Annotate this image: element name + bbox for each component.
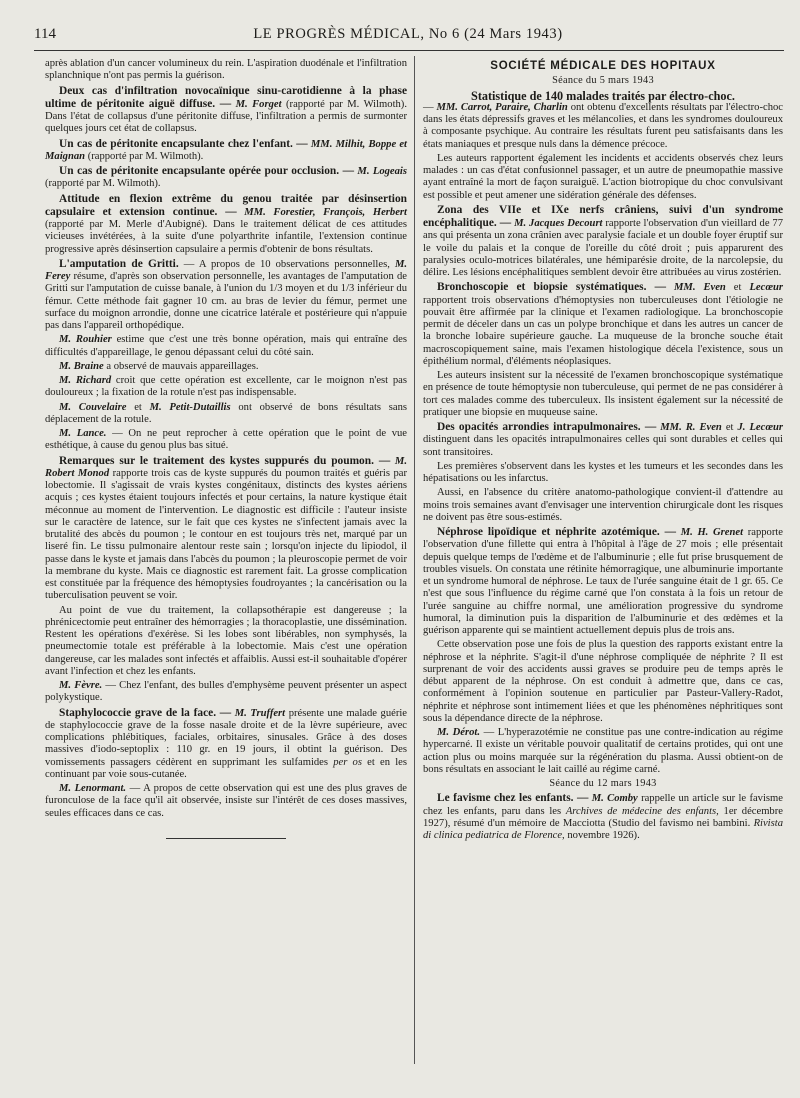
session-date: Séance du 12 mars 1943	[549, 778, 657, 789]
paragraph: Au point de vue du traitement, la collapsothérapie est dangereuse ; la phrénicectomie peut entraîner des hémorragies ; la thoracoplastie, une dissémination. Restent les opérations d'exérèse. Si les lobes sont libérables, non symphysés, la pneumectomie totale est préférable à la lobectomie. Mais c'est une opération dangereuse, car les malades sont infectés et affaiblis. Aussi est-il souhaitable d'opérer avant l'infection et chez les enfants.	[45, 604, 407, 677]
article-logeais: Un cas de péritonite encapsulante opérée pour occlusion. — M. Logeais (rapporté par M. Wilmoth).	[45, 165, 407, 190]
left-column	[45, 58, 407, 839]
end-rule	[166, 838, 286, 839]
article-bronchoscopie: Bronchoscopie et biopsie systématiques. — MM. Even et Lecœur rapportent trois observations d'hémoptysies non tuberculeuses dont l'étiologie ne pouvait être affirmée par la clinique et l'examen radiologique. La bronchoscopie permit de déceler dans un cas un polype bronchique et dans les autres un cancer de la bronche lobaire supérieure gauche. La muqueuse de la bronche souche était macroscopiquement saine, mais l'examen histologique décela l'existence, sous un épithélium normal, d'éléments néoplasiques.	[423, 281, 783, 367]
article-nephrose: Néphrose lipoïdique et néphrite azotémique. — M. H. Grenet rapporte l'observation d'une fillette qui entra à l'hôpital à l'âge de 27 mois ; elle présentait depuis quelque temps de l'œdème et de l'albuminurie ; elle fut prise brusquement de troubles visuels. On constata une rétinite hémorragique, une albuminurie importante et un syndrome humoral de néphrose. Le taux de l'urée sanguine était de 1 gr. 65. Ce n'est que sous l'influence du régime carné que l'on constata à la fois un retour de l'urée sanguine au chiffre normal, une amélioration progressive du syndrome humoral, la diminution puis la disparition de l'albuminurie et des œdèmes et la guérison apparente qui se maintient actuellement depuis plus de trois ans.	[423, 526, 784, 636]
article-favisme: Le favisme chez les enfants. — M. Comby rappelle un article sur le favisme chez les enfants, paru dans les Archives de médecine des enfants, 1er décembre 1927), résumé d'un mémoire de Macciotta (Studio del favismo nei bambini. Rivista di clinica pediatrica de Florence, novembre 1926).	[423, 792, 783, 841]
article-forget: Deux cas d'infiltration novocaïnique sinu-carotidienne à la phase ultime de péritonite aiguë diffuse. — M. Forget (rapporté par M. Wilmoth). Dans l'état de collapsus d'une péritonite diffuse, l'infiltration a permis de surmonter quelques jours cet état de collapsus.	[45, 84, 407, 135]
article-zona: Zona des VIIe et IXe nerfs crâniens, suivi d'un syndrome encéphalitique. — M. Jacques Decourt rapporte l'observation d'un vieillard de 77 ans qui présenta un zona crânien avec paralysie faciale et un double foyer éruptif sur le voile du palais et la conque de l'oreille du côté droit ; puis apparurent des paralysies oculo-motrices bilatérales, une hémiparésie droite, de la narcolepsie, du délire. Les lésions encéphalitiques semblent devoir être attribuées au virus zostérien.	[423, 203, 784, 278]
discussion-rouhier: M. Rouhier estime que c'est une très bonne opération, mais qui entraîne des difficultés d'appareillage, le genou dépassant celui du côté sain.	[45, 334, 407, 358]
paragraph: Les auteurs rapportent également les incidents et accidents observés chez leurs malades : un cas d'état confusionnel passager, et un autre de pneumopathie massive ayant entraîné la mort de façon suraiguë. L'action biotropique du choc convulsivant est possible et peut amener une sidération générale des défenses.	[423, 152, 783, 201]
article-opacites: Des opacités arrondies intrapulmonaires. — MM. R. Even et J. Lecœur distinguent dans les opacités intrapulmonaires celles qui sont durables et celles qui sont transitoires.	[423, 421, 783, 458]
article-electrochoc: — MM. Carrot, Paraire, Charlin ont obtenu d'excellents résultats par l'électro-choc dans les états dépressifs graves et les mélancolies, et dans les syndromes douloureux à composante psychique. Au contraire les résultats furent peu satisfaisants dans les états maniaques et presque nuls dans la démence précoce.	[423, 101, 783, 150]
paragraph: Les premières s'observent dans les kystes et les tumeurs et les secondes dans les hépatisations ou les infarctus.	[423, 460, 783, 484]
article-truffert: Staphylococcie grave de la face. — M. Truffert présente une malade guérie de staphylococcie grave de la fosse nasale droite et de la lèvre supérieure, avec complications phlébitiques, faciales, orbitaires, sinusales. Grâce à des doses massives d'iodo-septoplix : 110 gr. en 19 jours, il obtint la guérison. Des vomissements passagers cédèrent en supprimant les sulfamides per os et en les continuant par voie sous-cutanée.	[45, 706, 408, 780]
column-separator	[414, 56, 415, 1064]
section-title: SOCIÉTÉ MÉDICALE DES HOPITAUX	[490, 60, 716, 72]
discussion-braine: M. Braine a observé de mauvais appareillages.	[59, 360, 259, 372]
article-forestier: Attitude en flexion extrême du genou traitée par désinsertion capsulaire et extension continue. — MM. Forestier, François, Herbert (rapporté par M. Merle d'Aubigné). Dans le traitement délicat de ces attitudes vicieuses invétérées, à la suite d'une polyarthrite infantile, l'extension continue progressive après désinsertion capsulaire a permis d'obtenir de bons résultats.	[45, 192, 407, 255]
paragraph: Aussi, en l'absence du critère anatomo-pathologique convient-il d'attendre au moins trois semaines avant d'envisager une intervention chirurgicale dont les risques ne doivent pas être sous-estimés.	[423, 487, 783, 523]
discussion-couvelaire: M. Couvelaire et M. Petit-Dutaillis ont observé de bons résultats sans déplacement de la rotule.	[45, 401, 408, 425]
page-number: 114	[34, 26, 56, 42]
article-monod: Remarques sur le traitement des kystes suppurés du poumon. — M. Robert Monod rapporte trois cas de kyste suppurés du poumon traités et guéris par lobectomie. Il s'agissait de vrais kystes congénitaux, distincts des kystes aériens acquis ; ces kystes étaient toujours infectés et pour certains, la nature kystique était méconnue au moment de l'intervention. Le diagnostic est difficile : l'auteur insiste sur le caractère de latence, sur le fait que ces kystes ne s'infectent jamais avec la brutalité des abcès du poumon ; le contour en est toujours très net, marqué par un liseré fin. Le tissu pulmonaire alentour reste sain ; lorsqu'on injecte du lipiodol, il passe dans le kyste et jamais dans l'abcès du poumon ; la pleuroscopie permet de voir la membrane du kyste. Mais ce diagnostic est rarement fait. La grosse complication est constituée par la fréquence des hémoptysies foudroyantes ; la cancérisation ou la tuberculisation peuvent se voir.	[45, 454, 407, 602]
paragraph: Cette observation pose une fois de plus la question des rapports existant entre la néphrose et la néphrite. S'agit-il d'une néphrose compliquée de néphrite ? Il est surprenant de voir des accidents aussi graves se produire peu de temps après le début apparent de la néphrose. On est conduit à admettre que, dans ce cas, conformément à l'opinion soutenue en particulier par Pasteur-Vallery-Radot, néphrite et néphrose sont intimement liées et que les phénomènes néphritiques sont sous la dépendance directe de la néphrose.	[423, 639, 783, 724]
right-column	[423, 58, 783, 844]
page-header	[34, 26, 782, 48]
article-milhit: Un cas de péritonite encapsulante chez l'enfant. — MM. Milhit, Boppe et Maignan (rapporté par M. Wilmoth).	[45, 137, 407, 162]
journal-title: LE PROGRÈS MÉDICAL, No 6 (24 Mars 1943)	[253, 26, 563, 42]
session-date: Séance du 5 mars 1943	[552, 75, 654, 87]
article-title: Statistique de 140 malades traités par électro-choc.	[471, 88, 735, 103]
paragraph: après ablation d'un cancer volumineux du rein. L'aspiration duodénale et l'infiltration splanchnique n'ont pas permis la guérison.	[45, 58, 407, 82]
discussion-lenormant: M. Lenormant. — A propos de cette observation qui est une des plus graves de furonculose de la face qu'il ait observée, insiste sur l'intérêt de ces doses massives, seules efficaces dans ce cas.	[45, 783, 407, 819]
paragraph: Les auteurs insistent sur la nécessité de l'examen bronchoscopique systématique en présence de toute hémoptysie non tuberculeuse, qui permet de ne pas considérer à tort ces malades comme des tuberculeux. Ils insistent également sur la nécessité de pratiquer une biopsie en muqueuse saine.	[423, 370, 783, 418]
discussion-richard: M. Richard croit que cette opération est excellente, car le moignon n'est pas douloureux ; la fixation de la rotule n'est pas indispensable.	[45, 375, 407, 399]
discussion-fevre: M. Fèvre. — Chez l'enfant, des bulles d'emphysème peuvent présenter un aspect polykystique.	[45, 680, 407, 704]
discussion-derot: M. Dérot. — L'hyperazotémie ne constitue pas une contre-indication au régime hypercarné. Il existe un véritable pouvoir qualitatif de certains protides, qui ont une action plus ou moins marquée sur la régénération du plasma. Aussi obtient-on de bons résultats en associant le lait caillé au régime carné.	[423, 727, 783, 775]
article-gritti: L'amputation de Gritti. — A propos de 10 observations personnelles, M. Ferey résume, d'après son observation personnelle, les avantages de l'amputation de Gritti sur l'amputation de cuisse banale, à l'union du 1/3 moyen et du 1/3 inférieur du fémur. Cette méthode fait gagner 10 cm. au bras de levier du fémur, permet une surface du moignon arrondie, donne une cicatrice latérale et postérieure qui n'appuie pas dans l'appareil orthopédique.	[45, 257, 408, 331]
header-rule	[34, 50, 784, 51]
discussion-lance: M. Lance. — On ne peut reprocher à cette opération que le point de vue esthétique, à cause du genou plus bas situé.	[45, 428, 407, 452]
